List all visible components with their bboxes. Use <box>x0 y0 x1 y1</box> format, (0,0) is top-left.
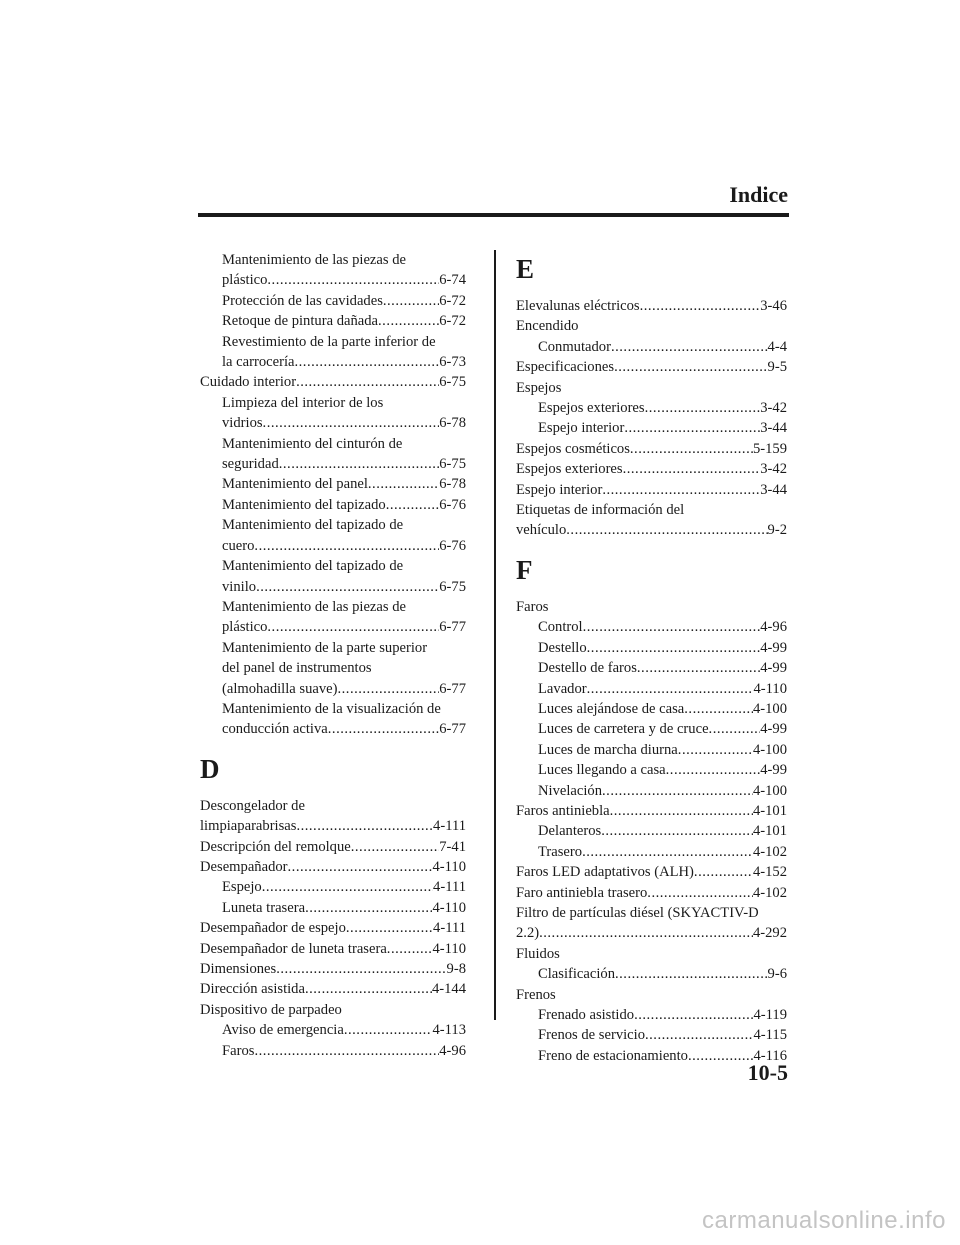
entry-page-ref: 6-75 <box>439 374 466 391</box>
index-entry <box>200 291 466 311</box>
dot-leader <box>623 459 761 479</box>
index-entry <box>516 760 787 780</box>
section-letter: E <box>516 254 535 284</box>
entry-term: vinilo <box>222 578 257 595</box>
index-entry <box>200 474 466 494</box>
dot-leader <box>296 372 439 392</box>
dot-leader <box>587 638 761 658</box>
entry-term: Faros <box>222 1042 255 1059</box>
dot-leader <box>647 883 753 903</box>
entry-term: Mantenimiento del tapizado <box>222 496 386 513</box>
index-entry <box>516 781 787 801</box>
index-column-left <box>200 250 466 1061</box>
entry-term: plástico <box>222 619 268 636</box>
entry-page-ref: 4-101 <box>752 823 787 840</box>
entry-term: Faros antiniebla <box>516 802 610 819</box>
dot-leader <box>645 398 761 418</box>
dot-leader <box>288 857 433 877</box>
dot-leader <box>368 474 439 494</box>
entry-term: Luces de carretera y de cruce <box>538 721 709 738</box>
entry-page-ref: 4-111 <box>433 818 466 835</box>
dot-leader <box>263 413 440 433</box>
index-entry <box>200 352 466 372</box>
entry-page-ref: 4-99 <box>760 660 787 677</box>
index-heading-text: Mantenimiento del tapizado de <box>222 517 404 534</box>
index-entry <box>516 439 787 459</box>
dot-leader <box>601 821 753 841</box>
entry-page-ref: 4-99 <box>760 762 787 779</box>
index-heading-text: Fluidos <box>516 945 560 962</box>
index-heading-text: Descongelador de <box>200 797 305 814</box>
entry-term: Faros LED adaptativos (ALH) <box>516 864 694 881</box>
index-entry <box>516 719 787 739</box>
entry-page-ref: 4-116 <box>753 1047 787 1064</box>
dot-leader <box>378 311 439 331</box>
entry-term: plástico <box>222 272 268 289</box>
dot-leader <box>640 296 761 316</box>
index-entry <box>516 520 787 540</box>
dot-leader <box>276 959 446 979</box>
dot-leader <box>611 337 768 357</box>
entry-page-ref: 4-110 <box>432 899 466 916</box>
entry-page-ref: 6-77 <box>439 680 466 697</box>
index-entry <box>516 923 787 943</box>
index-entry <box>200 577 466 597</box>
entry-term: Espejo <box>222 879 262 896</box>
entry-page-ref: 4-115 <box>753 1027 787 1044</box>
dot-leader <box>305 898 432 918</box>
entry-page-ref: 4-100 <box>752 741 787 758</box>
entry-term: Dirección asistida <box>200 981 305 998</box>
entry-term: Descripción del remolque <box>200 838 351 855</box>
dot-leader <box>602 781 753 801</box>
entry-page-ref: 4-102 <box>752 843 787 860</box>
entry-page-ref: 6-72 <box>439 292 466 309</box>
entry-term: Retoque de pintura dañada <box>222 313 379 330</box>
dot-leader <box>262 877 433 897</box>
page-number: 10-5 <box>747 1060 788 1085</box>
index-entry <box>516 801 787 821</box>
entry-page-ref: 4-96 <box>439 1042 466 1059</box>
index-entry <box>516 1025 787 1045</box>
entry-term: Destello <box>538 639 587 656</box>
entry-page-ref: 6-72 <box>439 313 466 330</box>
index-entry <box>516 296 787 316</box>
dot-leader <box>254 1041 439 1061</box>
entry-term: Trasero <box>538 843 583 860</box>
index-entry <box>516 699 787 719</box>
index-entry <box>516 679 787 699</box>
dot-leader <box>615 964 768 984</box>
dot-leader <box>539 923 753 943</box>
entry-page-ref: 4-110 <box>432 858 466 875</box>
entry-term: Freno de estacionamiento <box>538 1047 688 1064</box>
index-heading-text: Revestimiento de la parte inferior de <box>222 333 436 350</box>
index-heading-text: Faros <box>516 598 549 615</box>
entry-page-ref: 6-77 <box>439 721 466 738</box>
index-heading-text: Mantenimiento de las piezas de <box>222 598 406 615</box>
entry-page-ref: 4-152 <box>752 864 787 881</box>
entry-term: Frenado asistido <box>538 1007 635 1023</box>
dot-leader <box>678 740 753 760</box>
entry-page-ref: 4-96 <box>760 619 787 636</box>
entry-page-ref: 7-41 <box>439 838 466 855</box>
index-heading-text: del panel de instrumentos <box>222 660 372 677</box>
index-entry <box>200 495 466 515</box>
entry-term: Frenos de servicio <box>538 1027 645 1044</box>
entry-term: Luces alejándose de casa <box>538 700 685 717</box>
dot-leader <box>338 679 440 699</box>
index-entry <box>516 1005 787 1025</box>
dot-leader <box>582 842 753 862</box>
dot-leader <box>254 536 439 556</box>
dot-leader <box>383 291 439 311</box>
entry-page-ref: 9-6 <box>767 966 787 983</box>
dot-leader <box>267 270 439 290</box>
index-entry <box>200 979 466 999</box>
dot-leader <box>279 454 439 474</box>
dot-leader <box>602 480 760 500</box>
dot-leader <box>296 816 433 836</box>
entry-term: Delanteros <box>538 823 602 840</box>
index-heading-text: Mantenimiento de las piezas de <box>222 252 406 268</box>
entry-page-ref: 3-46 <box>760 298 787 314</box>
index-heading-text: Espejos <box>516 379 562 396</box>
index-entry <box>200 1041 466 1061</box>
entry-page-ref: 3-42 <box>760 400 787 417</box>
entry-page-ref: 4-111 <box>433 879 466 896</box>
entry-term: limpiaparabrisas <box>200 818 297 835</box>
index-heading-text: Dispositivo de parpadeo <box>200 1001 342 1018</box>
index-entry <box>200 857 466 877</box>
entry-term: Especificaciones <box>516 359 615 376</box>
dot-leader <box>267 617 439 637</box>
dot-leader <box>694 862 753 882</box>
index-heading-text: Frenos <box>516 986 556 1003</box>
index-entry <box>516 357 787 377</box>
entry-page-ref: 6-78 <box>439 476 466 493</box>
index-entry <box>200 311 466 331</box>
entry-term: Espejo interior <box>538 420 625 437</box>
dot-leader <box>709 719 761 739</box>
index-entry <box>200 959 466 979</box>
dot-leader <box>305 979 432 999</box>
index-entry <box>200 617 466 637</box>
index-entry <box>516 883 787 903</box>
dot-leader <box>587 679 754 699</box>
dot-leader <box>328 719 439 739</box>
index-entry <box>516 821 787 841</box>
entry-page-ref: 3-42 <box>760 461 787 478</box>
entry-page-ref: 9-8 <box>446 961 466 977</box>
dot-leader <box>344 1020 433 1040</box>
column-divider <box>494 250 496 1020</box>
index-entry <box>200 372 466 392</box>
entry-term: Conmutador <box>538 338 611 355</box>
index-entry <box>516 740 787 760</box>
entry-term: Espejos cosméticos <box>516 440 630 457</box>
index-entry <box>516 459 787 479</box>
entry-page-ref: 6-75 <box>439 456 466 473</box>
index-column-right <box>516 250 787 1066</box>
entry-term: seguridad <box>222 456 279 473</box>
entry-term: Desempañador <box>200 858 288 875</box>
index-entry <box>516 842 787 862</box>
index-entry <box>516 418 787 438</box>
entry-page-ref: 4-110 <box>753 680 787 697</box>
entry-term: Luneta trasera <box>222 899 306 916</box>
index-entry <box>200 679 466 699</box>
entry-term: Desempañador de espejo <box>200 920 346 937</box>
index-entry <box>516 638 787 658</box>
index-entry <box>200 270 466 290</box>
index-heading-text: Etiquetas de información del <box>516 502 685 519</box>
entry-term: Desempañador de luneta trasera <box>200 940 387 957</box>
entry-page-ref: 6-75 <box>439 578 466 595</box>
entry-page-ref: 3-44 <box>760 481 787 498</box>
section-letter: D <box>200 753 220 784</box>
entry-term: conducción activa <box>222 721 328 738</box>
entry-page-ref: 6-74 <box>439 272 466 289</box>
header-rule <box>198 213 789 217</box>
entry-page-ref: 4-99 <box>760 639 787 656</box>
entry-page-ref: 6-76 <box>439 496 466 513</box>
index-entry <box>516 617 787 637</box>
watermark: carmanualsonline.info <box>702 1207 946 1234</box>
entry-term: Lavador <box>538 680 587 697</box>
index-heading-text: Filtro de partículas diésel (SKYACTIV-D <box>516 904 759 921</box>
index-entry <box>200 454 466 474</box>
entry-page-ref: 5-159 <box>752 440 787 457</box>
dot-leader <box>634 1005 753 1025</box>
entry-page-ref: 9-2 <box>767 522 787 539</box>
entry-term: la carrocería <box>222 354 295 371</box>
index-heading-text: Mantenimiento de la visualización de <box>222 700 441 717</box>
index-entry <box>200 816 466 836</box>
entry-term: vidrios <box>222 415 263 432</box>
entry-page-ref: 4-4 <box>767 338 787 355</box>
entry-page-ref: 4-144 <box>431 981 466 998</box>
entry-page-ref: 6-73 <box>439 354 466 371</box>
index-entry <box>200 918 466 938</box>
index-entry <box>200 837 466 857</box>
entry-page-ref: 4-101 <box>752 802 787 819</box>
entry-term: Luces de marcha diurna <box>538 741 678 758</box>
entry-page-ref: 4-100 <box>752 782 787 799</box>
entry-term: Nivelación <box>538 782 603 799</box>
dot-leader <box>645 1025 753 1045</box>
index-entry <box>200 413 466 433</box>
entry-term: Destello de faros <box>538 660 637 677</box>
entry-term: vehículo <box>516 522 567 539</box>
index-entry <box>516 398 787 418</box>
entry-term: Elevalunas eléctricos <box>516 298 640 314</box>
index-entry <box>516 480 787 500</box>
entry-term: Control <box>538 619 583 636</box>
dot-leader <box>566 520 767 540</box>
entry-page-ref: 4-110 <box>432 940 466 957</box>
entry-term: Cuidado interior <box>200 374 297 391</box>
entry-page-ref: 6-77 <box>439 619 466 636</box>
page-header-title: Indice <box>729 182 788 207</box>
entry-page-ref: 4-292 <box>752 925 787 942</box>
entry-term: Espejo interior <box>516 481 603 498</box>
index-heading-text: Mantenimiento del tapizado de <box>222 558 404 575</box>
dot-leader <box>684 699 753 719</box>
dot-leader <box>386 495 440 515</box>
dot-leader <box>351 837 439 857</box>
entry-term: (almohadilla suave) <box>222 680 338 697</box>
index-entry <box>200 536 466 556</box>
index-entry <box>200 719 466 739</box>
entry-page-ref: 4-102 <box>752 884 787 901</box>
entry-page-ref: 3-44 <box>760 420 787 437</box>
entry-term: Espejos exteriores <box>538 400 645 417</box>
index-entry <box>516 964 787 984</box>
entry-term: cuero <box>222 537 255 554</box>
entry-page-ref: 6-76 <box>439 537 466 554</box>
dot-leader <box>256 577 439 597</box>
dot-leader <box>624 418 760 438</box>
entry-page-ref: 4-111 <box>433 920 466 937</box>
index-entry <box>200 898 466 918</box>
entry-term: Dimensiones <box>200 961 277 977</box>
entry-page-ref: 4-113 <box>432 1022 466 1039</box>
entry-term: Espejos exteriores <box>516 461 623 478</box>
entry-term: Clasificación <box>538 966 615 983</box>
index-entry <box>200 877 466 897</box>
entry-page-ref: 4-100 <box>752 700 787 717</box>
index-entry <box>516 658 787 678</box>
index-heading-text: Encendido <box>516 318 579 335</box>
index-entry <box>200 1020 466 1040</box>
entry-term: Protección de las cavidades <box>222 292 383 309</box>
entry-term: Faro antiniebla trasero <box>516 884 648 901</box>
index-entry <box>516 862 787 882</box>
dot-leader <box>637 658 760 678</box>
dot-leader <box>688 1046 754 1066</box>
dot-leader <box>610 801 753 821</box>
index-entry <box>516 337 787 357</box>
dot-leader <box>630 439 753 459</box>
entry-term: Luces llegando a casa <box>538 762 666 779</box>
dot-leader <box>614 357 767 377</box>
entry-term: Aviso de emergencia <box>222 1022 344 1039</box>
entry-page-ref: 4-99 <box>760 721 787 738</box>
dot-leader <box>666 760 761 780</box>
entry-page-ref: 4-119 <box>753 1007 787 1023</box>
section-letter: F <box>516 554 533 585</box>
index-heading-text: Limpieza del interior de los <box>222 394 384 411</box>
dot-leader <box>295 352 440 372</box>
dot-leader <box>583 617 761 637</box>
entry-page-ref: 9-5 <box>767 359 787 376</box>
entry-term: Mantenimiento del panel <box>222 476 368 493</box>
entry-page-ref: 6-78 <box>439 415 466 432</box>
index-entry <box>200 939 466 959</box>
entry-term: 2.2) <box>516 925 540 942</box>
dot-leader <box>387 939 433 959</box>
index-heading-text: Mantenimiento del cinturón de <box>222 435 403 452</box>
index-entry <box>516 1046 787 1066</box>
dot-leader <box>346 918 433 938</box>
index-heading-text: Mantenimiento de la parte superior <box>222 639 428 656</box>
